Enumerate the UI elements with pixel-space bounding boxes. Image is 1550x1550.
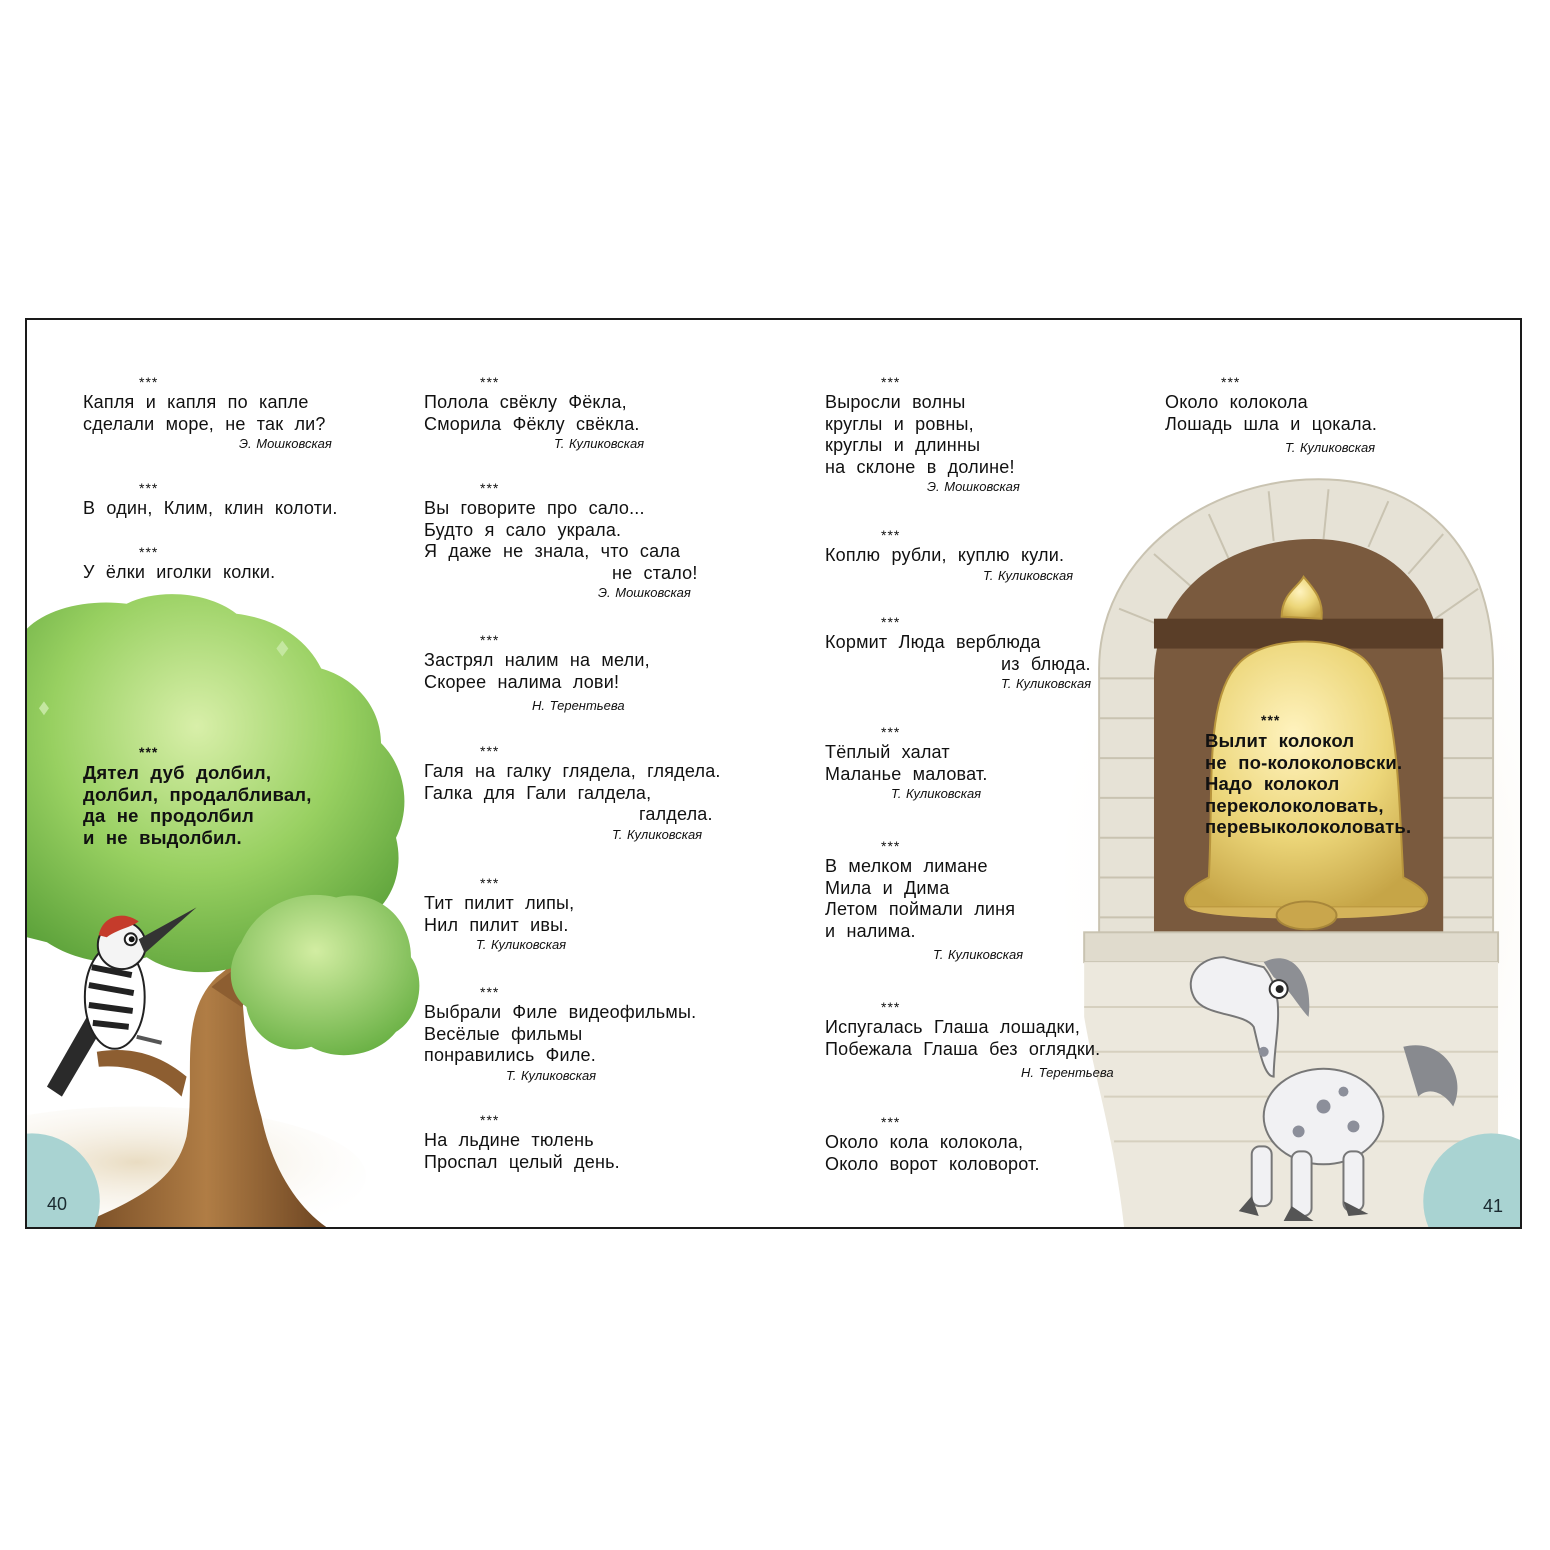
bell-arch-illustration <box>1064 479 1520 1227</box>
poem-line: Тёплый халат <box>825 742 950 762</box>
poem-line: круглы и длинны <box>825 435 981 455</box>
poem-line: Вы говорите про сало... <box>424 498 645 518</box>
poem-11 <box>424 1112 620 1173</box>
poem-line: В мелком лимане <box>825 856 988 876</box>
poem-line: да не продолбил <box>83 805 254 826</box>
poem-line: Весёлые фильмы <box>424 1023 583 1044</box>
poem-line: Надо колокол <box>1205 773 1340 794</box>
poem-line: Скорее налима лови! <box>424 671 620 692</box>
poem-19 <box>1165 374 1377 456</box>
poem-line: Дятел дуб долбил, <box>83 762 272 783</box>
poem-author: Т. Куликовская <box>983 567 1074 583</box>
poem-line: сделали море, не так ли? <box>83 413 326 434</box>
page-number-right: 41 <box>1482 1196 1504 1216</box>
poem-line: и не выдолбил. <box>83 826 242 848</box>
poem-line: из блюда. <box>1001 653 1091 674</box>
poem-line: Полола свёклу Фёкла, <box>424 392 627 412</box>
poem-author: Н. Терентьева <box>1021 1065 1114 1080</box>
poem-line: Капля и капля по капле <box>83 392 309 412</box>
poem-line: Около кола колокола, <box>825 1132 1024 1152</box>
poem-line: Вылит колокол <box>1205 730 1355 751</box>
poem-14 <box>825 614 1091 692</box>
poem-author: Т. Куликовская <box>1001 676 1092 691</box>
poem-line: Побежала Глаша без оглядки. <box>825 1038 1101 1059</box>
poem-2 <box>83 480 338 520</box>
poem-line: Лошадь шла и цокала. <box>1165 413 1378 434</box>
poem-10 <box>424 984 696 1084</box>
poem-line: Около ворот коловорот. <box>825 1153 1040 1174</box>
poem-line: Застрял налим на мели, <box>424 650 650 670</box>
poem-line: Летом поймали линя <box>825 899 1016 919</box>
poem-line: переколоколовать, <box>1205 794 1384 816</box>
poem-author: Т. Куликовская <box>506 1067 597 1083</box>
poem-line: На льдине тюлень <box>424 1130 594 1150</box>
poem-line: на склоне в долине! <box>825 456 1015 477</box>
poem-line: Нил пилит ивы. <box>424 914 569 935</box>
poem-author: Т. Куликовская <box>554 436 645 451</box>
poem-line: Около колокола <box>1165 392 1308 412</box>
poem-1 <box>83 374 332 452</box>
poem-line: Испугалась Глаша лошадки, <box>825 1017 1081 1037</box>
poem-line: круглы и ровны, <box>825 413 974 434</box>
poem-line: Галя на галку глядела, глядела. <box>424 761 721 781</box>
poem-line: не по-колоколовски. <box>1205 751 1403 773</box>
poem-stars: *** <box>480 743 500 759</box>
tree-illustration <box>27 594 419 1227</box>
poem-18 <box>825 1114 1040 1175</box>
poem-line: Будто я сало украла. <box>424 519 622 540</box>
poem-9 <box>424 875 574 953</box>
poem-line: Тит пилит липы, <box>424 893 575 913</box>
poem-line: У ёлки иголки колки. <box>83 562 276 582</box>
poem-15 <box>825 724 988 802</box>
poem-stars: *** <box>881 838 901 854</box>
poem-author: Э. Мошковская <box>598 585 691 600</box>
poem-stars: *** <box>1261 712 1281 728</box>
poem-stars: *** <box>881 614 901 630</box>
poem-stars: *** <box>1221 374 1241 390</box>
poem-20 <box>1205 712 1411 838</box>
poem-line: понравились Филе. <box>424 1045 596 1065</box>
poem-17 <box>825 999 1114 1081</box>
poem-stars: *** <box>139 480 159 496</box>
poem-author: Т. Куликовская <box>612 826 703 842</box>
poem-stars: *** <box>881 374 901 390</box>
poem-stars: *** <box>881 527 901 543</box>
poem-line: В один, Клим, клин колоти. <box>83 498 338 518</box>
poem-author: Э. Мошковская <box>927 479 1020 494</box>
poem-line: Галка для Гали галдела, <box>424 782 652 803</box>
poem-line: Выбрали Филе видеофильмы. <box>424 1002 697 1022</box>
poem-line: долбил, продалбливал, <box>83 783 312 805</box>
poem-line: Мила и Дима <box>825 877 950 898</box>
poem-stars: *** <box>139 744 159 760</box>
poem-stars: *** <box>881 724 901 740</box>
poem-stars: *** <box>480 984 500 1000</box>
poem-stars: *** <box>480 374 500 390</box>
poem-line: Сморила Фёклу свёкла. <box>424 413 640 434</box>
poem-stars: *** <box>480 632 500 648</box>
poem-6 <box>424 480 698 601</box>
poem-7 <box>424 632 650 714</box>
poem-stars: *** <box>881 999 901 1015</box>
poem-4 <box>83 744 312 848</box>
poem-line: Проспал целый день. <box>424 1151 620 1172</box>
poem-line: и налима. <box>825 920 916 941</box>
poem-line: Коплю рубли, куплю кули. <box>825 545 1065 565</box>
poem-line: Маланье маловат. <box>825 763 988 784</box>
poem-author: Т. Куликовская <box>1285 440 1376 455</box>
poem-line: Я даже не знала, что сала <box>424 541 681 561</box>
poem-stars: *** <box>139 544 159 560</box>
poem-stars: *** <box>881 1114 901 1130</box>
poem-stars: *** <box>139 374 159 390</box>
poem-author: Т. Куликовская <box>933 947 1024 962</box>
poem-stars: *** <box>480 875 500 891</box>
poem-line: галдела. <box>639 804 713 824</box>
poem-3 <box>83 544 275 584</box>
poem-stars: *** <box>480 1112 500 1128</box>
poem-author: Э. Мошковская <box>239 436 332 451</box>
poem-12 <box>825 374 1020 495</box>
page-number-left: 40 <box>46 1194 68 1214</box>
poem-line: Кормит Люда верблюда <box>825 632 1041 652</box>
poem-8 <box>424 743 721 843</box>
poem-5 <box>424 374 644 452</box>
book-spread <box>25 318 1522 1229</box>
poem-stars: *** <box>480 480 500 496</box>
poem-author: Н. Терентьева <box>532 698 625 713</box>
poem-13 <box>825 527 1073 584</box>
poem-line: Выросли волны <box>825 392 966 412</box>
poem-author: Т. Куликовская <box>476 937 567 952</box>
poem-line: перевыколоколовать. <box>1205 816 1412 837</box>
poem-author: Т. Куликовская <box>891 786 982 801</box>
poem-16 <box>825 838 1023 963</box>
poem-line: не стало! <box>612 562 698 583</box>
